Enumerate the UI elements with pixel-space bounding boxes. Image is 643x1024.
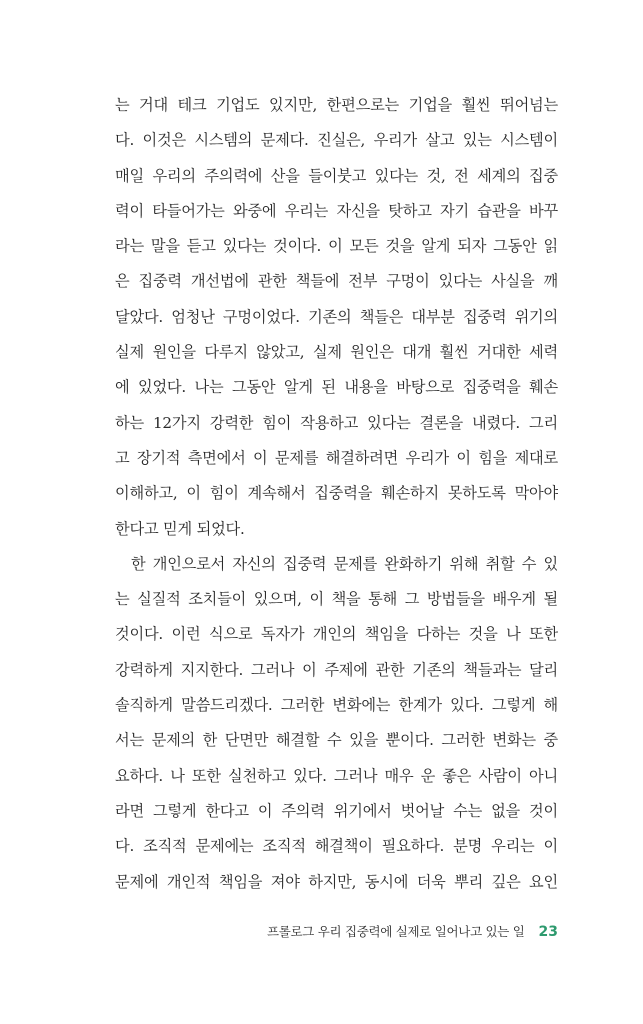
text-line: 이해하고, 이 힘이 계속해서 집중력을 훼손하지 못하도록 막아야 bbox=[115, 484, 558, 503]
body-text bbox=[115, 88, 558, 900]
text-line: 라는 말을 듣고 있다는 것이다. 이 모든 것을 알게 되자 그동안 읽 bbox=[115, 237, 558, 256]
text-line: 는 실질적 조치들이 있으며, 이 책을 통해 그 방법들을 배우게 될 bbox=[115, 590, 558, 609]
text-line: 는 거대 테크 기업도 있지만, 한편으로는 기업을 훨씬 뛰어넘는 bbox=[115, 96, 558, 114]
text-line: 매일 우리의 주의력에 산을 들이붓고 있다는 것, 전 세계의 집중 bbox=[115, 166, 558, 185]
text-line: 은 집중력 개선법에 관한 책들에 전부 구멍이 있다는 사실을 깨 bbox=[115, 272, 558, 291]
text-line: 에 있었다. 나는 그동안 알게 된 내용을 바탕으로 집중력을 훼손 bbox=[115, 378, 558, 397]
text-line: 요하다. 나 또한 실천하고 있다. 그러나 매우 운 좋은 사람이 아니 bbox=[115, 766, 558, 785]
running-head: 프롤로그 우리 집중력에 실제로 일어나고 있는 일 bbox=[266, 924, 525, 939]
text-line: 고 장기적 측면에서 이 문제를 해결하려면 우리가 이 힘을 제대로 bbox=[115, 448, 558, 467]
text-line: 실제 원인을 다루지 않았고, 실제 원인은 대개 훨씬 거대한 세력 bbox=[115, 343, 558, 362]
text-line: 하는 12가지 강력한 힘이 작용하고 있다는 결론을 내렸다. 그리 bbox=[115, 413, 558, 432]
text-line-paragraph-end: 한다고 믿게 되었다. bbox=[115, 519, 245, 538]
text-line: 문제에 개인적 책임을 져야 하지만, 동시에 더욱 뿌리 깊은 요인 bbox=[115, 872, 558, 891]
text-line: 강력하게 지지한다. 그러나 이 주제에 관한 기존의 책들과는 달리 bbox=[115, 660, 558, 679]
text-line: 력이 타들어가는 와중에 우리는 자신을 탓하고 자기 습관을 바꾸 bbox=[115, 201, 558, 220]
text-line: 라면 그렇게 한다고 이 주의력 위기에서 벗어날 수는 없을 것이 bbox=[115, 801, 558, 820]
text-line: 달았다. 엄청난 구멍이었다. 기존의 책들은 대부분 집중력 위기의 bbox=[115, 307, 558, 326]
text-line-paragraph-start: 한 개인으로서 자신의 집중력 문제를 완화하기 위해 취할 수 있 bbox=[131, 554, 558, 573]
text-line: 다. 이것은 시스템의 문제다. 진실은, 우리가 살고 있는 시스템이 bbox=[115, 131, 558, 150]
page-number: 23 bbox=[538, 924, 558, 940]
page-footer bbox=[267, 922, 558, 940]
text-line: 것이다. 이런 식으로 독자가 개인의 책임을 다하는 것을 나 또한 bbox=[115, 625, 558, 644]
text-line: 다. 조직적 문제에는 조직적 해결책이 필요하다. 분명 우리는 이 bbox=[115, 837, 558, 856]
text-line: 서는 문제의 한 단면만 해결할 수 있을 뿐이다. 그러한 변화는 중 bbox=[115, 731, 558, 750]
text-line: 솔직하게 말씀드리겠다. 그러한 변화에는 한계가 있다. 그렇게 해 bbox=[115, 696, 558, 715]
